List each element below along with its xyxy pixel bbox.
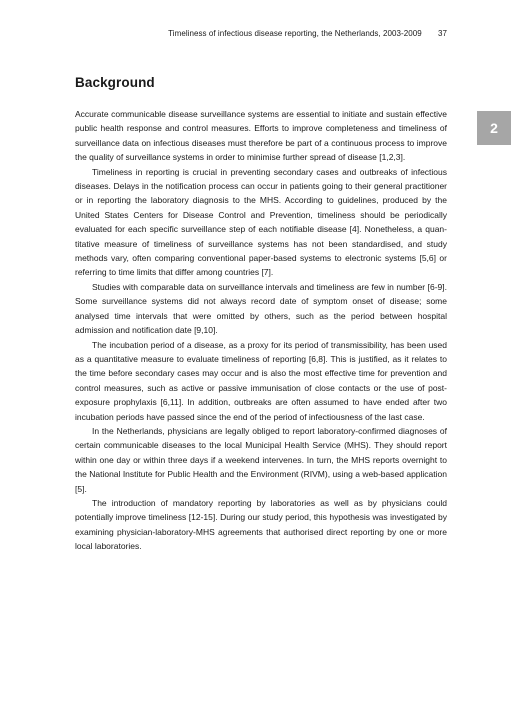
paragraph-timeliness: Timeliness in reporting is crucial in preventing secondary cases and outbreaks of infectious diseases. Delays in the notification process can occur in patients going to their general practitioner or in reporting the laboratory diagnosis to the MHS. According to guidelines, produced by the United States Centers for Disease Control and Prevention, timeliness should be periodically evaluated for each specific surveillance step of each notifiable disease [4]. Nonetheless, a quantitative measure of timeliness of surveillance systems has not been standardised, and study methods vary, often comparing conventional paper-based systems to electronic systems [5,6] or referring to time limits that differ among countries [7]. — [75, 166, 447, 278]
paragraph-studies: Studies with comparable data on surveillance intervals and timeliness are few in number [6-9]. Some surveillance systems did not always record date of symptom onset of disease; some analysed time intervals that were omitted by others, such as the period between hospital admission and notification date [9,10]. — [75, 281, 447, 336]
section-heading: Background — [75, 75, 155, 90]
chapter-tab: 2 — [477, 111, 511, 145]
paragraph-introduction: The introduction of mandatory reporting by laboratories as well as by physicians could potentially improve timeliness [12-15]. During our study period, this hypothesis was investigated by examining physician-laboratory-MHS agreements that authorised direct reporting by one or more local laboratories. — [75, 497, 447, 552]
page-number: 37 — [438, 29, 447, 38]
body-text — [75, 107, 447, 554]
paragraph-intro: Accurate communicable disease surveillance systems are essential to initiate and sustain effective public health response and control measures. Efforts to improve completeness and timeliness of surveillance data on infectious diseases must therefore be part of a continuous process to improve the quality of surveillance systems in order to minimise further spread of disease [1,2,3]. — [75, 109, 447, 163]
running-title: Timeliness of infectious disease reporting, the Netherlands, 2003-2009 — [168, 29, 422, 38]
paragraph-netherlands: In the Netherlands, physicians are legally obliged to report laboratory-confirmed diagnoses of certain communicable diseases to the local Municipal Health Service (MHS). They should report within one day or within three days if a weekend intervenes. In turn, the MHS reports overnight to the National Institute for Public Health and the Environment (RIVM), using a web-based application [5]. — [75, 425, 447, 494]
paragraph-incubation: The incubation period of a disease, as a proxy for its period of transmissibility, has been used as a quantitative measure to evaluate timeliness of reporting [6,8]. This is justified, as it relates to the time before secondary cases may occur and is also the most effective time for prevention and control measures, such as active or passive immunisation of close contacts or the use of post-exposure prophylaxis [6,11]. In addition, outbreaks are often assumed to have ended after two incubation periods have passed since the end of the period of infectiousness of the last case. — [75, 339, 447, 422]
running-header — [168, 29, 447, 38]
